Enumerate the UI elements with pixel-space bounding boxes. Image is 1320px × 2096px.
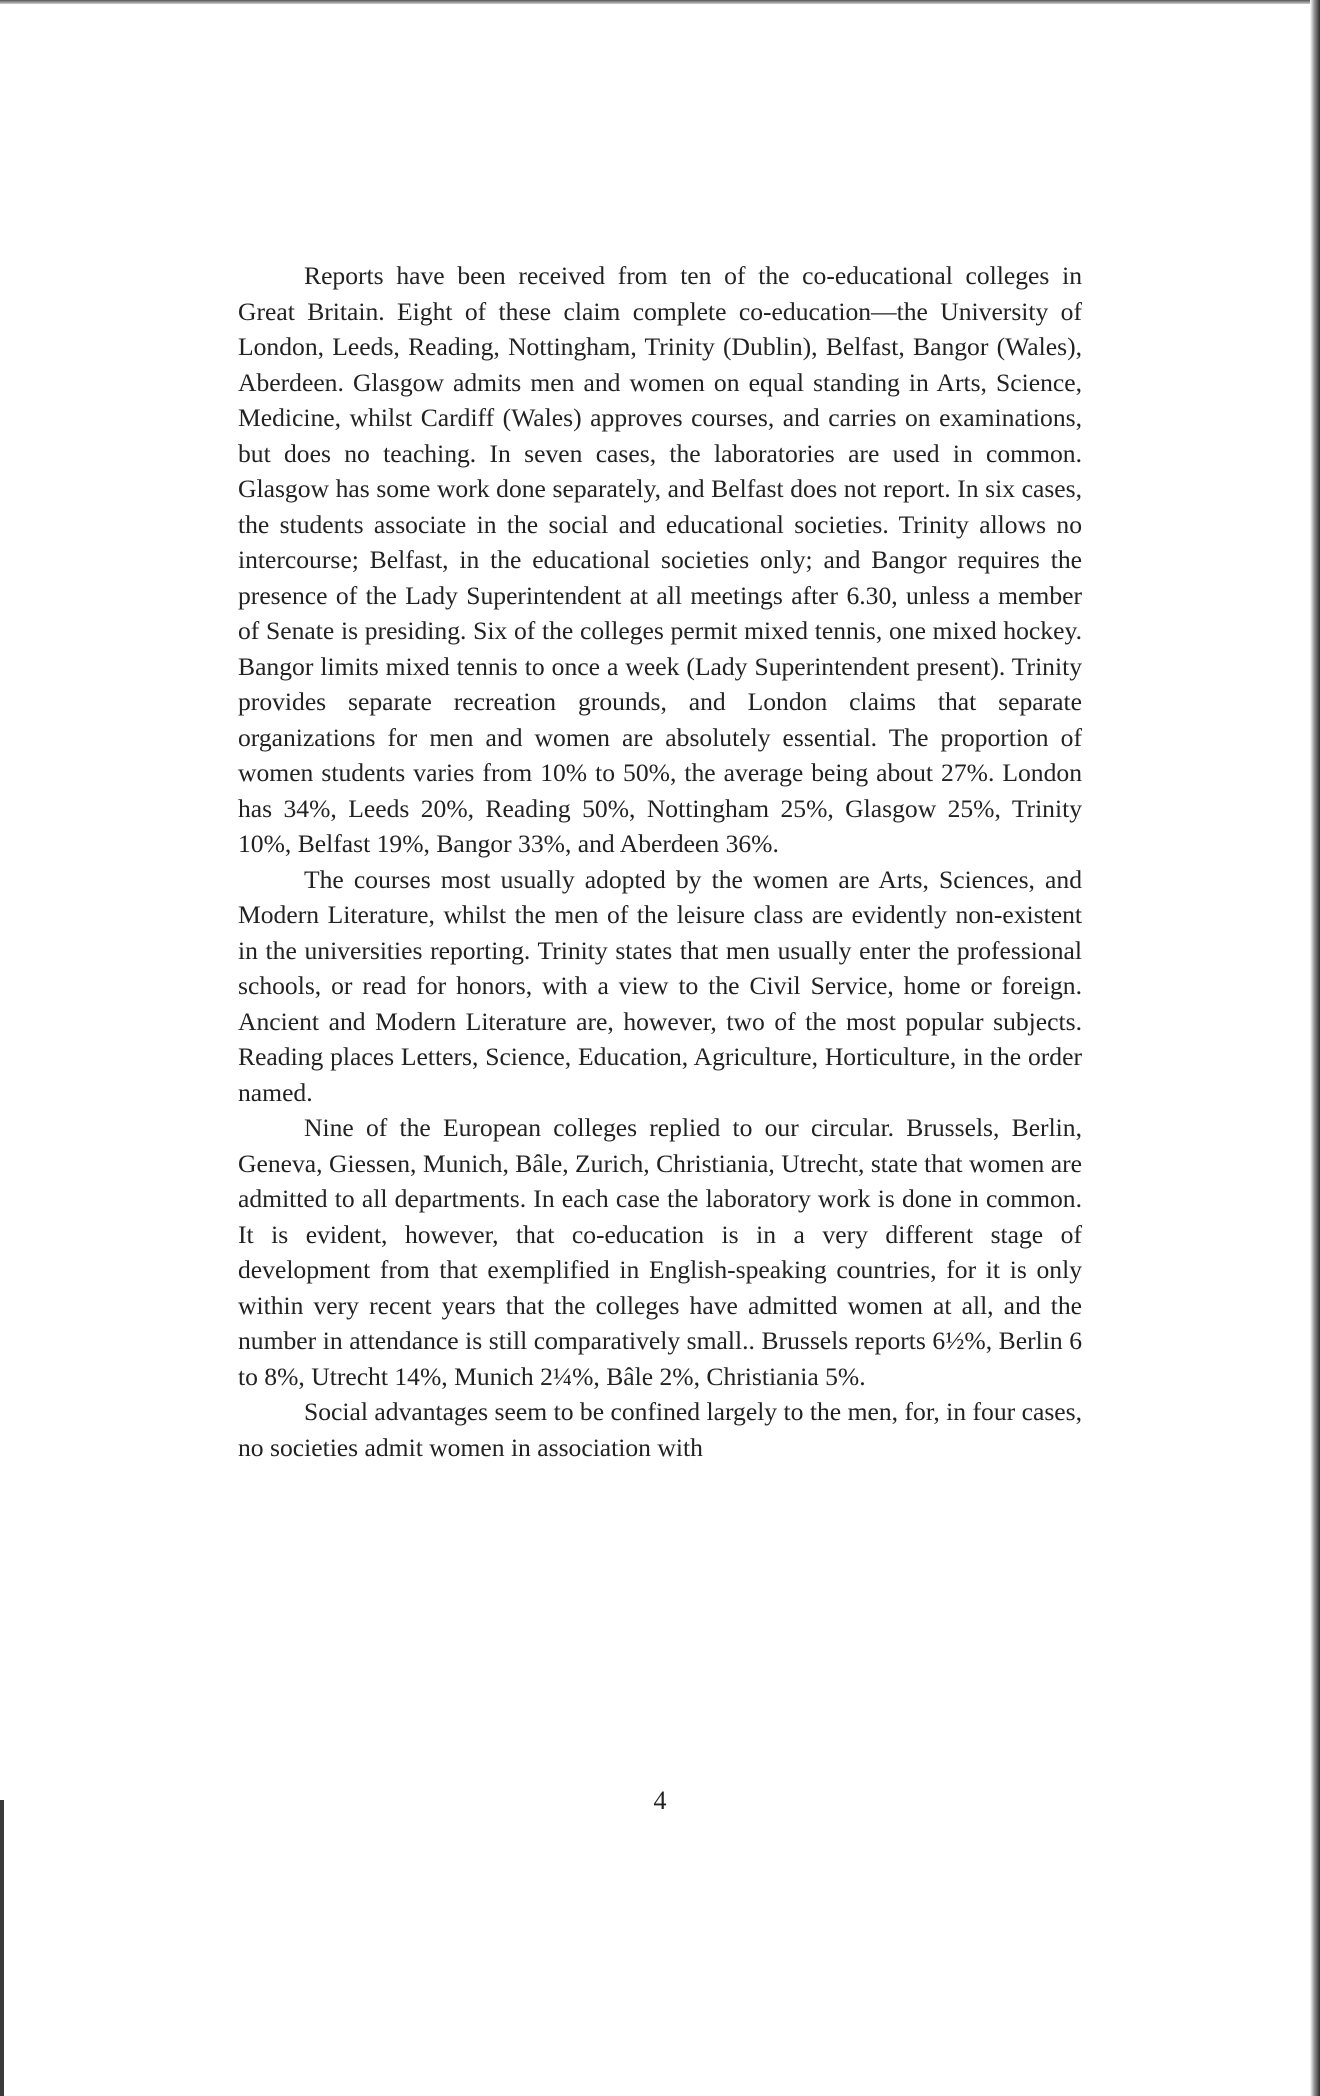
paragraph-courses: The courses most usually adopted by the women are Arts, Sciences, and Modern Literature, whilst the men of the leisure class are evidently non-existent in the universities reporting. Trinity states that men usually enter the professional schools, or read for honors, with a view to the Civil Service, home or foreign. Ancient and Modern Literature are, however, two of the most popular subjects. Reading places Letters, Science, Education, Agriculture, Horticulture, in the order named.	[238, 864, 1082, 1107]
paragraph-british-colleges: Reports have been received from ten of the co-educational colleges in Great Britain. Eight of these claim complete co-education—the University of London, Leeds, Reading, Nottingham, Trinity (Dublin), Belfast, Bangor (Wales), Aberdeen. Glasgow admits men and women on equal standing in Arts, Science, Medicine, whilst Cardiff (Wales) approves courses, and carries on examinations, but does no teaching. In seven cases, the laboratories are used in common. Glasgow has some work done separately, and Belfast does not report. In six cases, the students associate in the social and educational societies. Trinity allows no intercourse; Belfast, in the educational societies only; and Bangor requires the presence of the Lady Superintendent at all meetings after 6.30, unless a member of Senate is presiding. Six of the colleges permit mixed tennis, one mixed hockey. Bangor limits mixed tennis to once a week (Lady Superintendent present). Trinity provides separate recreation grounds, and London claims that separate organizations for men and women are absolutely essential. The proportion of women students varies from 10% to 50%, the average being about 27%. London has 34%, Leeds 20%, Reading 50%, Nottingham 25%, Glasgow 25%, Trinity 10%, Belfast 19%, Bangor 33%, and Aberdeen 36%.	[238, 261, 1082, 858]
page-number: 4	[653, 1786, 667, 1815]
paragraph-social-advantages: Social advantages seem to be confined largely to the men, for, in four cases, no societies admit women in association with	[238, 1397, 1082, 1462]
scan-border-left	[0, 1800, 4, 2096]
paragraph-european-colleges: Nine of the European colleges replied to our circular. Brussels, Berlin, Geneva, Giessen, Munich, Bâle, Zurich, Christiania, Utrecht, state that women are admitted to all departments. In each case the laboratory work is done in common. It is evident, however, that co-education is in a very different stage of development from that exemplified in English-speaking countries, for it is only within very recent years that the colleges have admitted women at all, and the number in attendance is still comparatively small.. Brussels reports 6½%, Berlin 6 to 8%, Utrecht 14%, Munich 2¼%, Bâle 2%, Christiania 5%.	[238, 1113, 1082, 1391]
scan-border-right	[1310, 0, 1320, 2096]
scan-border-top	[0, 0, 1320, 4]
page-body	[238, 258, 1082, 1465]
